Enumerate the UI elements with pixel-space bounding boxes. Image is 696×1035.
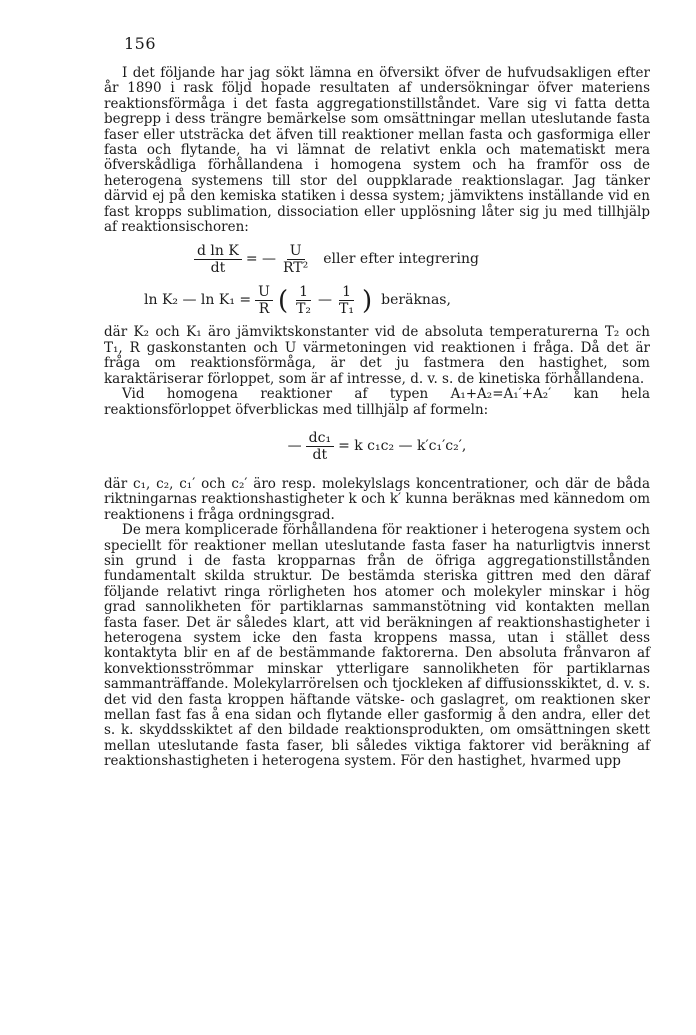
- page-number: 156: [124, 34, 157, 53]
- eq2-u-over-r: [255, 284, 273, 317]
- eq2-b-den: T₁: [339, 301, 354, 318]
- eq2-b-num: 1: [339, 284, 354, 301]
- equation-3: [104, 430, 650, 463]
- body-text: [104, 66, 650, 770]
- equation-1: [190, 243, 650, 276]
- eq3-denominator: dt: [312, 446, 328, 463]
- equation-2: [144, 284, 650, 317]
- eq3-fraction: [306, 430, 334, 463]
- paragraph-4: där c₁, c₂, c₁′ och c₂′ äro resp. molekylslags koncentrationer, och där de båda riktningarnas reaktionshastigheter k och k′ kunna beräknas med kännedom om reaktionens i fråga ordningsgrad.: [104, 475, 650, 523]
- eq2-minus: —: [318, 292, 333, 309]
- paragraph-3: Vid homogena reaktioner af typen A₁+A₂=A₁′+A₂′ kan hela reaktionsförloppet öfverblickas med tillhjälp af formeln:: [104, 386, 650, 418]
- paragraph-1: I det följande har jag sökt lämna en öfversikt öfver de hufvudsakligen efter år 1890 i rask följd hopade resultaten af undersökningar öfver materiens reaktionsförmåga i det fasta aggregationstillståndet. Vare sig vi fatta detta begrepp i dess trängre bemärkelse som omsättningar mellan uteslutande fasta faser eller utsträcka det äfven till reaktioner mellan fasta och gasformiga eller fasta och flytande, ha vi lämnat de relativt enkla och matematiskt mera öfverskådliga förhållandena i homogena system och ha framför oss de heterogena systemens till stor del ouppklarade reaktionslagar. Jag tänker därvid ej på den kemiska statiken i dessa system; jämviktens inställande vid en fast kropps sublimation, dissociation eller upplösning låter sig ju med tillhjälp af reaktionsischoren:: [104, 65, 650, 236]
- eq1-left-denominator: dt: [210, 260, 226, 277]
- eq1-left-numerator: d ln K: [194, 243, 242, 260]
- eq2-a-den: T₂: [296, 301, 312, 318]
- eq2-one-over-t2: [293, 284, 314, 317]
- eq2-tail-text: beräknas,: [381, 292, 451, 309]
- eq1-tail-text: eller efter integrering: [323, 251, 479, 268]
- eq2-one-over-t1: [336, 284, 357, 317]
- paragraph-2: där K₂ och K₁ äro jämviktskonstanter vid de absoluta temperaturerna T₂ och T₁, R gaskonstanten och U värmetoningen vid reaktionen i fråga. Då det är fråga om reaktionsförmåga, är det ju fastmera den hastighet, som karaktäriserar förloppet, som är af intresse, d. v. s. de kinetiska förhållandena.: [104, 324, 650, 387]
- eq3-rhs: = k c₁c₂ — k′c₁′c₂′,: [338, 437, 467, 454]
- eq2-paren-open: (: [277, 285, 289, 316]
- eq1-right-denominator: RT²: [283, 260, 309, 277]
- paragraph-5: De mera komplicerade förhållandena för reaktioner i heterogena system och speciellt för reaktioner mellan uteslutande fasta faser ha naturligtvis innerst sin grund i de fasta kropparnas från de öfriga aggregationstillstånden fundamentalt skilda struktur. De bestämda steriska gittren med den däraf följande relativt ringa rörligheten hos atomer och molekyler minskar i hög grad sannolikheten för partiklarnas sammanstötning vid kontakten mellan fasta faser. Det är således klart, att vid beräkningen af reaktionshastigheter i heterogena system icke den fasta kroppens massa, utan i stället dess kontaktyta blir en af de bestämmande faktorerna. Den absoluta frånvaron af konvektionsströmmar minskar ytterligare sannolikheten för partiklarnas sammanträffande. Molekylarrörelsen och tjockleken af diffusionsskiktet, d. v. s. det vid den fasta kroppen häftande vätske- och gaslagret, om reaktionen sker mellan fast fas å ena sidan och flytande eller gasformig å den andra, eller det s. k. skyddsskiktet af den bildade reaktionsprodukten, om omsättningen skett mellan uteslutande fasta faser, bli således viktiga faktorer vid beräkning af reaktionshastigheten i heterogena system. För den hastighet, hvarmed upp: [104, 522, 650, 770]
- eq2-u: U: [255, 284, 273, 301]
- eq3-prefix: —: [287, 437, 302, 454]
- eq1-left-fraction: [194, 243, 242, 276]
- eq2-r: R: [258, 301, 270, 318]
- eq2-lhs: ln K₂ — ln K₁ =: [144, 292, 252, 309]
- eq1-right-numerator: U: [287, 243, 305, 260]
- eq2-a-num: 1: [296, 284, 311, 301]
- eq2-paren-close: ): [362, 285, 373, 316]
- eq3-numerator: dc₁: [306, 430, 334, 447]
- eq1-equals: = —: [245, 251, 277, 268]
- eq1-right-fraction: [280, 243, 311, 276]
